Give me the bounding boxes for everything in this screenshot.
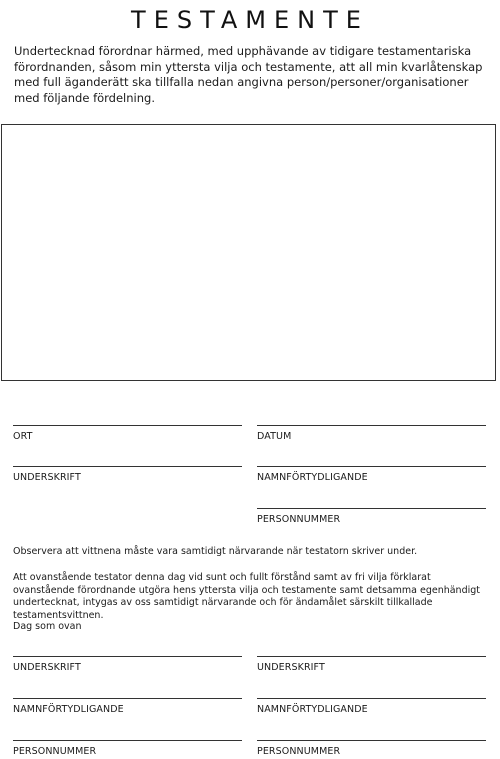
date-note: Dag som ovan [13,621,82,632]
place-label: ORT [13,431,33,442]
witness1-personal-number-line [13,740,242,741]
witness1-signature-field[interactable] [13,656,242,673]
date-line [257,425,486,426]
witness1-name-line [13,698,242,699]
testator-signature-label: UNDERSKRIFT [13,472,81,483]
witness2-personal-number-field[interactable] [257,740,486,757]
testator-signature-field[interactable] [13,466,242,483]
witness2-personal-number-label: PERSONNUMMER [257,746,341,757]
date-field[interactable] [257,425,486,442]
witness1-signature-label: UNDERSKRIFT [13,662,81,673]
witness2-name-line [257,698,486,699]
witness1-signature-line [13,656,242,657]
witness2-name-label: NAMNFÖRTYDLIGANDE [257,704,368,715]
place-field[interactable] [13,425,242,442]
witness1-personal-number-label: PERSONNUMMER [13,746,97,757]
intro-paragraph: Undertecknad förordnar härmed, med upphävande av tidigare testamentariska förordnanden, såsom min yttersta vilja och testamente, att all min kvarlåtenskap med full äganderätt ska tillfalla nedan angivna person/personer/organisationer med följande fördelning. [14,44,483,105]
attestation-paragraph: Att ovanstående testator denna dag vid sunt och fullt förstånd samt av fri vilja förklarat ovanstående förordnande utgöra hens yttersta vilja och testamente samt detsamma egenhändigt undertecknat, intygas av oss samtidigt närvarande och för ändamålet särskilt tillkallade testamentsvittnen. [13,572,481,621]
witness2-personal-number-line [257,740,486,741]
testator-name-line [257,466,486,467]
witness2-signature-label: UNDERSKRIFT [257,662,325,673]
document-title: TESTAMENTE [131,6,369,34]
place-line [13,425,242,426]
witness1-personal-number-field[interactable] [13,740,242,757]
witness2-signature-field[interactable] [257,656,486,673]
observe-note: Observera att vittnena måste vara samtidigt närvarande när testatorn skriver under. [13,546,418,557]
witness1-name-field[interactable] [13,698,242,715]
witness1-name-label: NAMNFÖRTYDLIGANDE [13,704,124,715]
witness2-name-field[interactable] [257,698,486,715]
testator-signature-line [13,466,242,467]
witness2-signature-line [257,656,486,657]
testator-name-field[interactable] [257,466,486,483]
testator-personal-number-field[interactable] [257,508,486,525]
bequest-text-area[interactable] [1,124,496,381]
testator-name-label: NAMNFÖRTYDLIGANDE [257,472,368,483]
date-label: DATUM [257,431,292,442]
testator-personal-number-line [257,508,486,509]
testator-personal-number-label: PERSONNUMMER [257,514,341,525]
